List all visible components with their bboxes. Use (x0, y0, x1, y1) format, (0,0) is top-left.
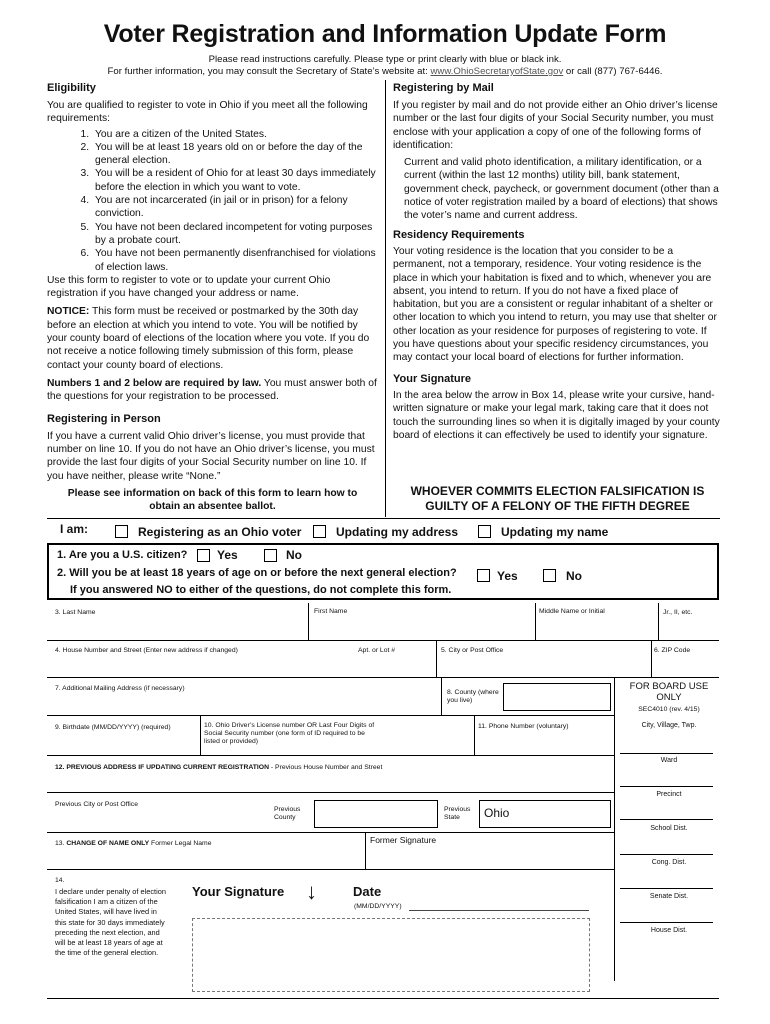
page-title: Voter Registration and Information Update Form (103, 20, 667, 48)
previous-state-input[interactable] (479, 800, 611, 828)
info-line-post: or call (877) 767-6446. (563, 66, 663, 77)
absentee-note: Please see information on back of this form to learn how to obtain an absentee ballot. (67, 488, 358, 512)
your-signature-label: Your Signature (192, 884, 285, 899)
previous-state-value: Ohio (484, 806, 510, 820)
age-yes-label: Yes (497, 569, 518, 583)
cell-divider (365, 832, 366, 869)
updating-address-checkbox[interactable] (313, 525, 326, 538)
box14-number: 14. (55, 877, 65, 884)
previous-county-input[interactable] (314, 800, 438, 828)
board-house-label: House Dist. (650, 927, 688, 934)
mail-text: If you register by mail and do not provide either an Ohio driver’s license number or the last four digits of your Social Security number, you must enclose with your application a copy of one of the following forms of identification: (393, 100, 718, 151)
requirement-item: 2. You will be at least 18 years old on or before the day of the general election. (92, 141, 377, 168)
numbers-required-body: You must answer both of the questions for your registration to be processed. (47, 377, 377, 403)
board-line (620, 753, 713, 754)
former-name-label: CHANGE OF NAME ONLY (66, 840, 150, 847)
numbers-required-text (47, 377, 377, 404)
questions-warning: If you answered NO to either of the questions, do not complete this form. (70, 584, 452, 596)
previous-address-text: - Previous House Number and Street (269, 764, 383, 771)
board-ward-label: Ward (660, 757, 678, 764)
birthdate-field[interactable]: 9. Birthdate (MM/DD/YYYY) (required) (55, 724, 171, 731)
previous-county-label: Previous County (274, 806, 301, 821)
info-line (0, 66, 770, 77)
house-street-field[interactable]: 4. House Number and Street (Enter new address if changed) (55, 647, 238, 654)
registering-checkbox[interactable] (115, 525, 128, 538)
eligibility-section (47, 99, 377, 483)
citizen-yes-label: Yes (217, 548, 238, 562)
notice-body: This form must be received or postmarked by the 30th day before an election at which you intend to vote. You will be notified by your county board of elections of the location where you vote. If you do not receive a notice following timely submission of this form, please contact your county board of elections. (47, 306, 370, 371)
suffix-field[interactable]: Jr., II, etc. (663, 609, 693, 616)
mail-section (393, 99, 723, 442)
requirement-item: 1. You are a citizen of the United States. (92, 128, 377, 141)
board-cong-label: Cong. Dist. (651, 859, 687, 866)
county-input[interactable] (503, 683, 611, 711)
requirement-item: 6. You have not been permanently disenfranchised for violations of election laws. (92, 247, 377, 274)
board-divider (614, 677, 615, 981)
requirements-list (47, 128, 377, 274)
mailing-address-field[interactable]: 7. Additional Mailing Address (if necessary) (55, 685, 185, 692)
eligibility-intro: You are qualified to register to vote in Ohio if you meet all the following requirements: (47, 100, 368, 125)
updating-address-label: Updating my address (336, 525, 459, 539)
citizen-yes-checkbox[interactable] (197, 549, 210, 562)
date-label: Date (353, 884, 382, 899)
cell-divider (441, 677, 442, 715)
use-form-text: Use this form to register to vote or to update your current Ohio registration if you have changed your address or name. (47, 274, 331, 300)
board-city-label: City, Village, Twp. (641, 722, 697, 729)
requirement-item: 3. You will be a resident of Ohio for at least 30 days immediately before the election in which you want to vote. (92, 167, 377, 194)
last-name-field[interactable]: 3. Last Name (55, 609, 96, 616)
first-name-field[interactable]: First Name (314, 608, 348, 615)
mail-heading: Registering by Mail (393, 82, 494, 94)
age-no-label: No (566, 569, 582, 583)
eligibility-heading: Eligibility (47, 82, 96, 94)
board-line (620, 819, 713, 820)
row-line (47, 640, 719, 641)
previous-address-label: 12. PREVIOUS ADDRESS IF UPDATING CURRENT REGISTRATION (55, 764, 269, 771)
cell-divider (535, 603, 536, 640)
form-number: SEC4010 (rev. 4/15) (638, 706, 700, 713)
board-line (620, 922, 713, 923)
board-line (620, 888, 713, 889)
former-name-num: 13. (55, 840, 67, 847)
cell-divider (658, 603, 659, 640)
age-no-checkbox[interactable] (543, 569, 556, 582)
zip-field[interactable]: 6. ZIP Code (654, 647, 691, 654)
question-2: 2. Will you be at least 18 years of age on or before the next general election? (57, 567, 457, 579)
former-name-text: Former Legal Name (149, 840, 212, 847)
row-line (47, 715, 614, 716)
mail-id-list: Current and valid photo identification, a military identification, or a current (within the last 12 months) utility bill, bank statement, government check, paycheck, or government document (other than a notice of voter registration mailed by a board of elections) that shows the voter’s name and current address. (404, 157, 719, 222)
cell-divider (651, 640, 652, 677)
row-line (47, 792, 614, 793)
registering-label: Registering as an Ohio voter (138, 525, 302, 539)
former-signature-field[interactable]: Former Signature (370, 835, 437, 845)
notice-label: NOTICE: (47, 306, 90, 318)
notice-text (47, 305, 377, 371)
middle-name-field[interactable]: Middle Name or Initial (539, 608, 605, 615)
signature-box[interactable] (192, 918, 590, 992)
question-1: 1. Are you a U.S. citizen? (57, 549, 188, 561)
board-senate-label: Senate Dist. (649, 893, 689, 900)
city-field[interactable]: 5. City or Post Office (441, 647, 504, 654)
county-label: 8. County (where you live) (447, 689, 499, 704)
board-line (620, 854, 713, 855)
apt-field[interactable]: Apt. or Lot # (358, 647, 396, 654)
falsification-warning: WHOEVER COMMITS ELECTION FALSIFICATION IS GUILTY OF A FELONY OF THE FIFTH DEGREE (410, 484, 705, 513)
in-person-text: If you have a current valid Ohio driver’s license, you must provide that number on line 10. If you do not have an Ohio driver’s license, you must provide the last four digits of your Social Security number on line 10. If you have neither, please write “None.” (47, 430, 375, 482)
phone-field[interactable]: 11. Phone Number (voluntary) (478, 723, 569, 730)
board-school-label: School Dist. (650, 825, 688, 832)
instructions-line: Please read instructions carefully. Please type or print clearly with blue or black ink. (208, 54, 562, 65)
row-line (47, 869, 614, 870)
column-divider (385, 80, 386, 517)
in-person-heading: Registering in Person (47, 412, 161, 425)
license-field[interactable]: 10. Ohio Driver’s License number OR Last Four Digits of Social Security number (one form of ID required to be listed or provided) (204, 722, 375, 745)
requirement-item: 4. You are not incarcerated (in jail or in prison) for a felony conviction. (92, 194, 377, 221)
cell-divider (200, 715, 201, 755)
board-line (620, 786, 713, 787)
updating-name-label: Updating my name (501, 525, 609, 539)
row-line (47, 677, 719, 678)
numbers-required-bold: Numbers 1 and 2 below are required by law. (47, 377, 262, 389)
board-use-title: FOR BOARD USE ONLY (629, 681, 709, 703)
signature-heading: Your Signature (393, 372, 472, 385)
age-yes-checkbox[interactable] (477, 569, 490, 582)
date-format: (MM/DD/YYYY) (354, 903, 402, 910)
previous-city-field[interactable]: Previous City or Post Office (55, 801, 138, 808)
sos-website-link[interactable]: www.OhioSecretaryofState.gov (430, 66, 564, 77)
iam-label: I am: (60, 522, 89, 536)
residency-text: Your voting residence is the location that you consider to be a permanent, not a temporary, residence. Your voting residence is the place in which your habitation is fixed and to which, whenever you are absent, you intend to return. If you do not have a fixed place of habitation, but you are a consistent or regular inhabitant of a shelter or other location to which you intend to return, you may use that shelter or other location as your residence for purposes of registering to vote. If you have questions about your specific residency circumstances, you may contact your local board of elections for further information. (393, 245, 717, 364)
previous-address-field[interactable] (55, 764, 382, 772)
previous-state-label: Previous State (444, 806, 471, 821)
row-line (47, 832, 614, 833)
former-name-field[interactable] (55, 840, 212, 848)
divider-line (47, 518, 720, 519)
row-line (47, 998, 719, 999)
requirement-item: 5. You have not been declared incompetent for voting purposes by a probate court. (92, 221, 377, 248)
info-line-pre: For further information, you may consult the Secretary of State’s website at: (107, 66, 431, 77)
date-input[interactable] (409, 910, 589, 911)
updating-name-checkbox[interactable] (478, 525, 491, 538)
cell-divider (436, 640, 437, 677)
board-precinct-label: Precinct (656, 791, 682, 798)
row-line (47, 755, 614, 756)
signature-text: In the area below the arrow in Box 14, please write your cursive, hand-written signature or make your legal mark, taking care that it does not touch the surrounding lines so when it is digitally imaged by your county board of elections it can effectively be used to identify your signature. (393, 389, 720, 441)
cell-divider (308, 603, 309, 640)
arrow-down-icon: ↓ (306, 879, 317, 904)
citizen-no-label: No (286, 548, 302, 562)
citizen-no-checkbox[interactable] (264, 549, 277, 562)
box14-declaration: I declare under penalty of election falsification I am a citizen of the United States, will have lived in this state for 30 days immediately preceding the next election, and will be at least 18 years of age at the time of the general election. (55, 887, 166, 958)
cell-divider (474, 715, 475, 755)
residency-heading: Residency Requirements (393, 228, 525, 241)
